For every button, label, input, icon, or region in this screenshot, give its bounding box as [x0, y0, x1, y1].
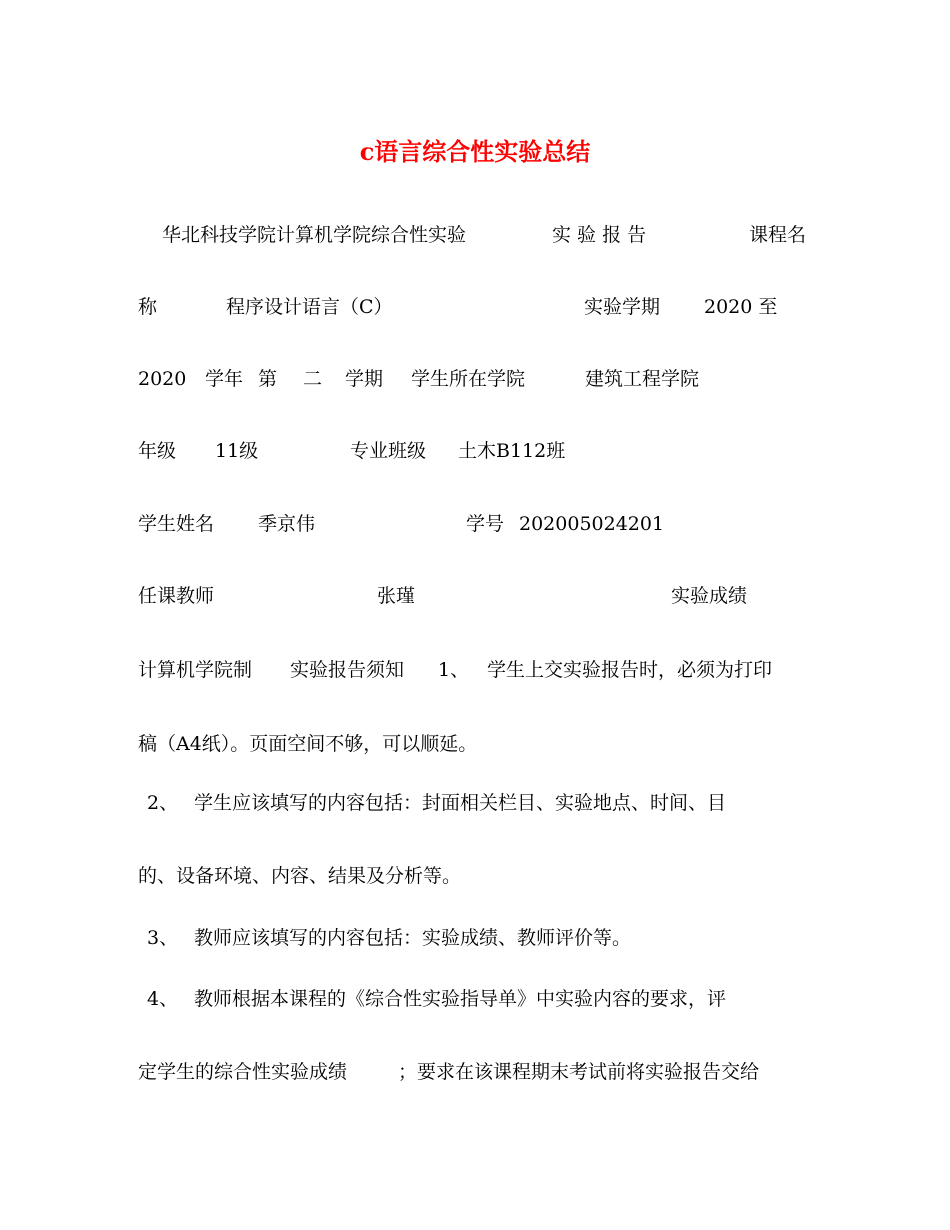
course-label-part1: 课程名 [749, 224, 807, 246]
notice-item2-text: 学生应该填写的内容包括：封面相关栏目、实验地点、时间、目 [194, 792, 727, 814]
class-value: 土木B112班 [458, 440, 566, 462]
notice-line-2 [138, 729, 818, 759]
cover-line-term [138, 364, 818, 394]
notice-item4-number: 4、 [147, 988, 179, 1010]
college-label: 学生所在学院 [411, 368, 526, 390]
notice-item1-text-cont: 稿（A4纸）。页面空间不够，可以顺延。 [138, 733, 478, 755]
cover-line-course [138, 292, 818, 322]
notice-item4-text-cont-a: 定学生的综合性实验成绩 [138, 1061, 348, 1083]
score-label: 实验成绩 [671, 585, 748, 607]
grade-value: 11级 [215, 440, 259, 462]
course-label-part2: 称 [138, 296, 158, 318]
notice-item3-text: 教师应该填写的内容包括：实验成绩、教师评价等。 [194, 927, 632, 949]
maker-label: 计算机学院制 [138, 659, 253, 681]
term-value: 二 [303, 368, 323, 390]
name-label: 学生姓名 [138, 513, 215, 535]
course-value: 程序设计语言（C） [226, 296, 393, 318]
notice-line-1 [138, 655, 818, 685]
school-year-word: 学年 [205, 368, 244, 390]
notice-item4-text: 教师根据本课程的《综合性实验指导单》中实验内容的要求，评 [194, 988, 727, 1010]
notice-item2-text-cont: 的、设备环境、内容、结果及分析等。 [138, 865, 462, 887]
notice-line-6 [138, 984, 818, 1014]
term-word: 学期 [345, 368, 384, 390]
college-value: 建筑工程学院 [585, 368, 700, 390]
notice-line-5 [138, 923, 818, 953]
name-value: 季京伟 [258, 513, 316, 535]
notice-item1-text: 学生上交实验报告时，必须为打印 [487, 659, 773, 681]
notice-line-7 [138, 1057, 818, 1087]
year-from: 2020 至 [704, 296, 778, 318]
notice-item1-number: 1、 [438, 659, 470, 681]
di-word: 第 [258, 368, 278, 390]
semester-label: 实验学期 [584, 296, 661, 318]
cover-line-student [138, 509, 818, 539]
notice-heading: 实验报告须知 [290, 659, 405, 681]
report-label: 实 验 报 告 [552, 224, 647, 246]
student-id-value: 202005024201 [519, 513, 665, 535]
institution-name: 华北科技学院计算机学院综合性实验 [162, 224, 467, 246]
cover-line-grade [138, 436, 818, 466]
notice-line-3 [138, 788, 818, 818]
document-title: c语言综合性实验总结 [359, 137, 591, 166]
teacher-value: 张瑾 [377, 585, 416, 607]
notice-item4-text-cont-b: ；要求在该课程期末考试前将实验报告交给 [398, 1061, 760, 1083]
notice-item3-number: 3、 [147, 927, 179, 949]
year-to: 2020 [138, 368, 187, 390]
cover-line-teacher [138, 581, 818, 611]
notice-item2-number: 2、 [147, 792, 179, 814]
class-label: 专业班级 [350, 440, 427, 462]
teacher-label: 任课教师 [138, 585, 215, 607]
cover-line-institution [138, 220, 818, 250]
grade-label: 年级 [138, 440, 177, 462]
notice-line-4 [138, 861, 818, 891]
student-id-label: 学号 [466, 513, 505, 535]
